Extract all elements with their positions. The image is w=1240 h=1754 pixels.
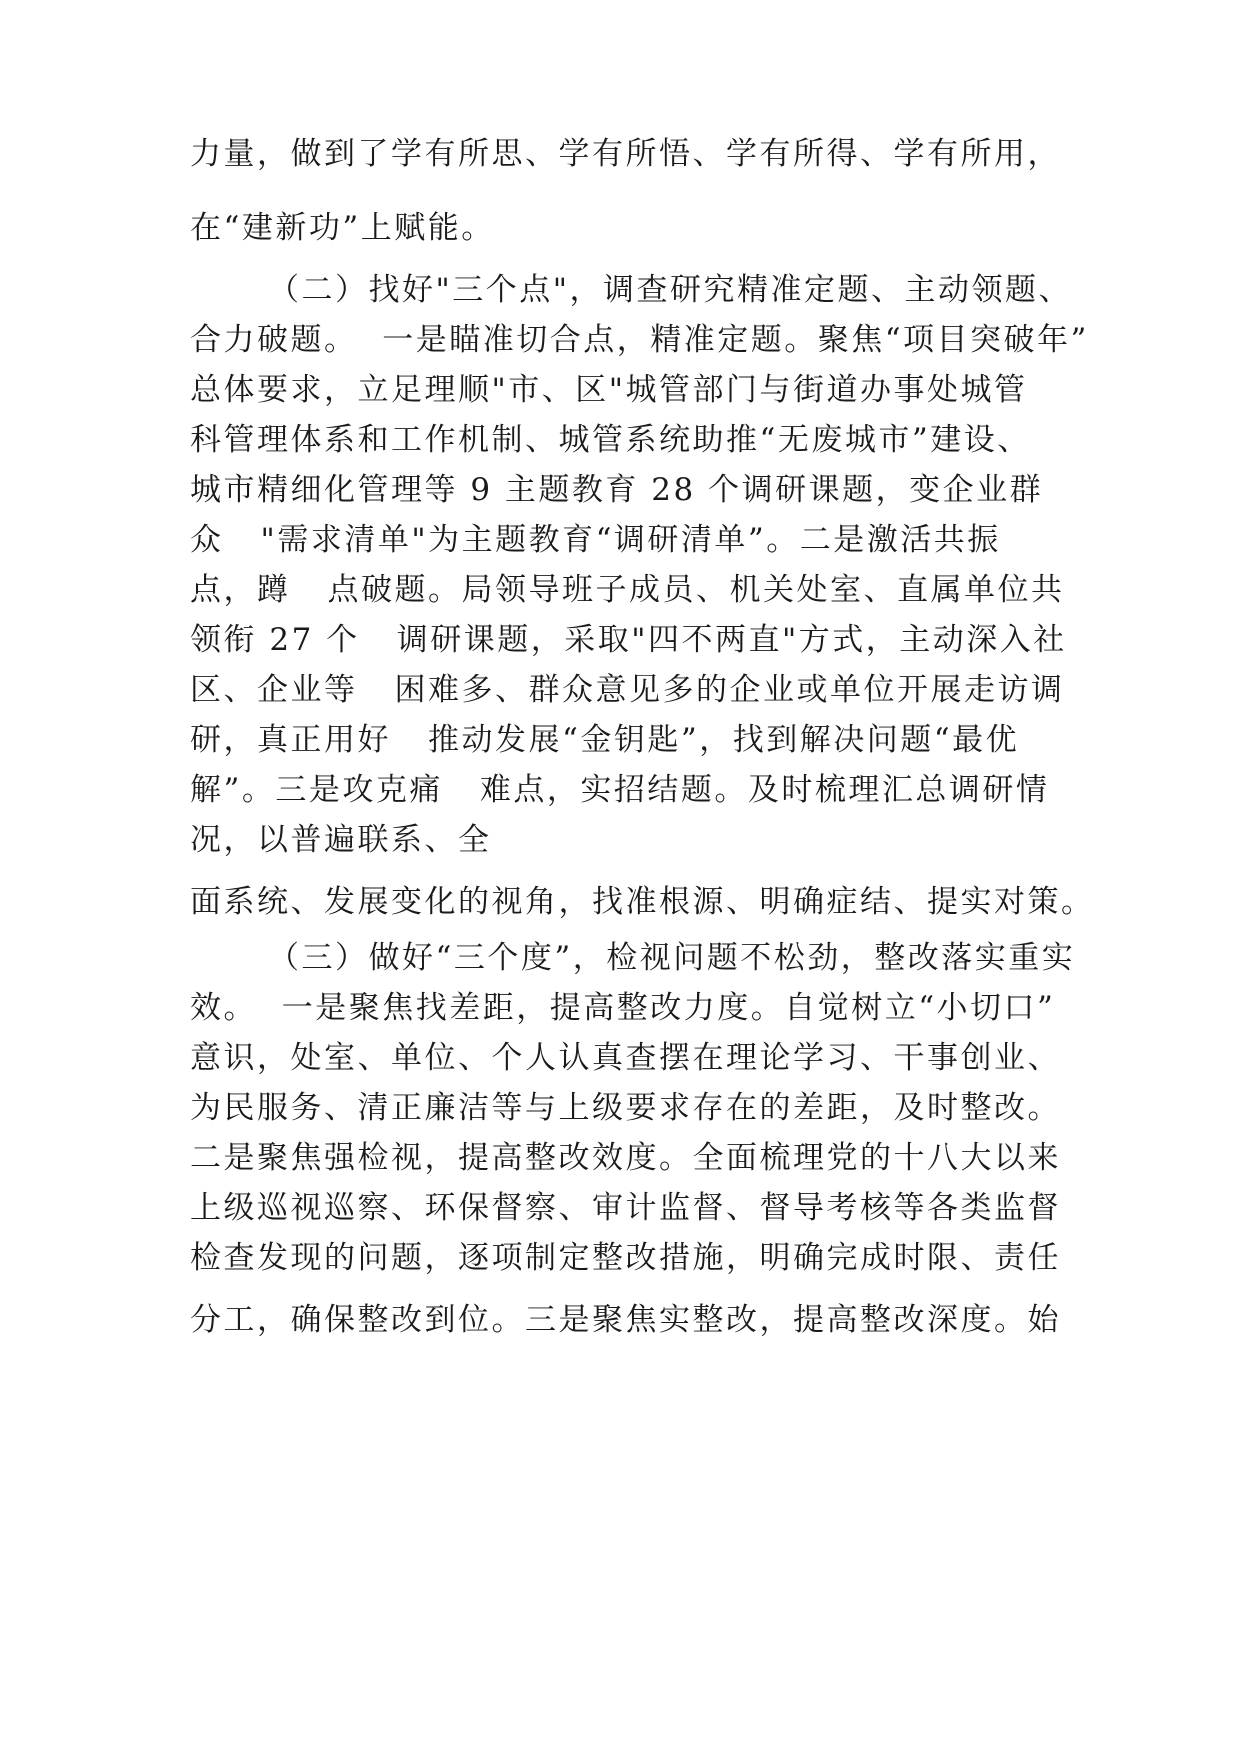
paragraph-line: 意识，处室、单位、个人认真查摆在理论学习、干事创业、 [190,1040,1061,1076]
section-heading-line: （三）做好“三个度”，检视问题不松劲，整改落实重实 [268,940,1076,976]
paragraph-line: 力量，做到了学有所思、学有所悟、学有所得、学有所用， [190,136,1061,172]
paragraph-line: 为民服务、清正廉洁等与上级要求存在的差距，及时整改。 [190,1090,1061,1126]
paragraph-line: 解”。三是攻克痛 难点，实招结题。及时梳理汇总调研情 [190,772,1050,808]
paragraph-line: 领衔 27 个 调研课题，采取"四不两直"方式，主动深入社 [190,622,1067,658]
paragraph-line: 在“建新功”上赋能。 [190,210,495,246]
paragraph-line: 城市精细化管理等 9 主题教育 28 个调研课题，变企业群 [190,472,1044,508]
paragraph-line: 二是聚焦强检视，提高整改效度。全面梳理党的十八大以来 [190,1140,1061,1176]
section-heading-line: （二）找好"三个点"，调查研究精准定题、主动领题、 [268,272,1073,308]
paragraph-line: 合力破题。 一是瞄准切合点，精准定题。聚焦“项目突破年” [190,322,1089,358]
paragraph-line: 上级巡视巡察、环保督察、审计监督、督导考核等各类监督 [190,1190,1061,1226]
paragraph-line: 区、企业等 困难多、群众意见多的企业或单位开展走访调 [190,672,1065,708]
paragraph-line: 分工，确保整改到位。三是聚焦实整改，提高整改深度。始 [190,1302,1061,1338]
paragraph-line: 总体要求，立足理顺"市、区"城管部门与街道办事处城管 [190,372,1028,408]
paragraph-line: 况，以普遍联系、全 [190,822,492,858]
paragraph-line: 检查发现的问题，逐项制定整改措施，明确完成时限、责任 [190,1240,1061,1276]
paragraph-line: 众 "需求清单"为主题教育“调研清单”。二是激活共振 [190,522,1001,558]
paragraph-line: 科管理体系和工作机制、城管系统助推“无废城市”建设、 [190,422,1031,458]
paragraph-line: 效。 一是聚焦找差距，提高整改力度。自觉树立“小切口” [190,990,1056,1026]
paragraph-line: 点，蹲 点破题。局领导班子成员、机关处室、直属单位共 [190,572,1065,608]
paragraph-line: 面系统、发展变化的视角，找准根源、明确症结、提实对策。 [190,884,1095,920]
paragraph-line: 研，真正用好 推动发展“金钥匙”，找到解决问题“最优 [190,722,1020,758]
